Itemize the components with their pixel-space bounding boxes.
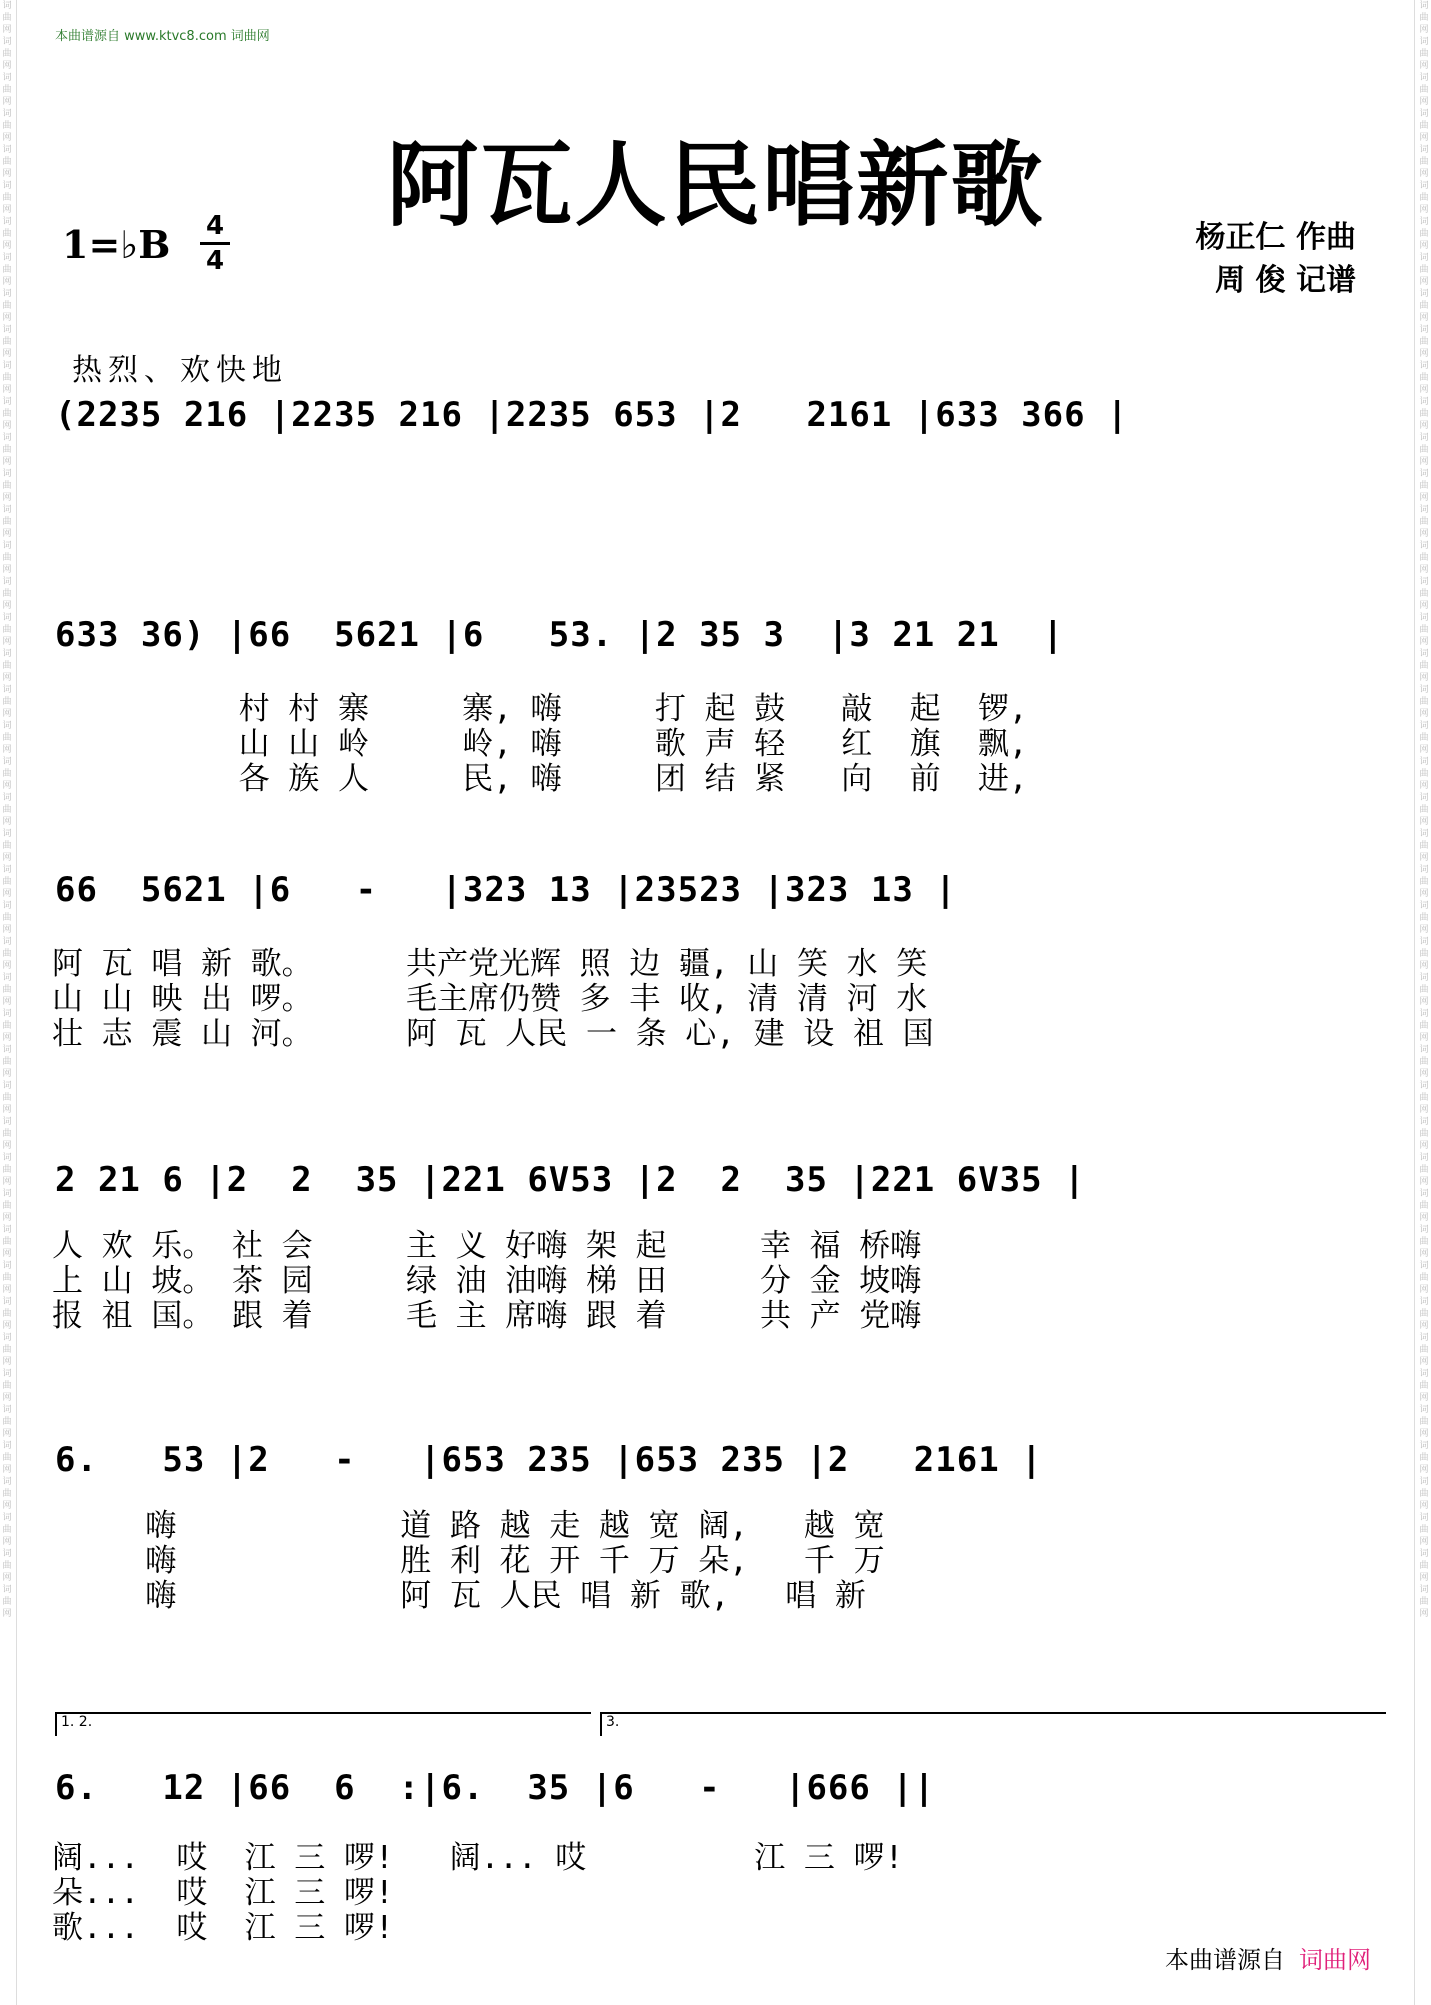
lyric-verse-3: 壮 志 震 山 河。 阿 瓦 人民 一 条 心, 建 设 祖 国 [52, 1016, 934, 1052]
lyric-verse-2: 嗨 胜 利 花 开 千 万 朵, 千 万 [52, 1543, 885, 1579]
key-signature: 1=♭B [62, 222, 171, 267]
notation-line: 6. 12 |66 6 :|6. 35 |6 - |666 || [55, 1768, 936, 1808]
source-line: 本曲谱源自 www.ktvc8.com 词曲网 [55, 29, 270, 44]
lyric-verse-1: 嗨 道 路 越 走 越 宽 阔, 越 宽 [52, 1508, 885, 1544]
lyric-verse-1: 阿 瓦 唱 新 歌。 共产党光辉 照 边 疆, 山 笑 水 笑 [52, 946, 928, 982]
time-signature-bottom: 4 [205, 246, 225, 276]
lyric-verse-2: 上 山 坡。 茶 园 绿 油 油嗨 梯 田 分 金 坡嗨 [52, 1263, 922, 1299]
notation-line: 2 21 6 |2 2 35 |221 6V53 |2 2 35 |221 6V35 | [55, 1160, 1086, 1200]
notation-line: (2235 216 |2235 216 |2235 653 |2 2161 |633 366 | [55, 395, 1129, 435]
time-signature-bar [200, 242, 230, 245]
time-signature-top: 4 [205, 211, 225, 241]
lyric-verse-3: 歌... 哎 江 三 啰! [52, 1910, 394, 1946]
notation-line: 633 36) |66 5621 |6 53. |2 35 3 |3 21 21 | [55, 615, 1065, 655]
lyric-verse-1: 村 村 寨 寨, 嗨 打 起 鼓 敲 起 锣, [52, 691, 1028, 727]
lyric-verse-2: 山 山 岭 岭, 嗨 歌 声 轻 红 旗 飘, [52, 726, 1028, 762]
time-signature [200, 212, 230, 275]
volta-bracket-1: 1. 2. [55, 1712, 591, 1736]
footer-source [1165, 1940, 1371, 1975]
transcriber-credit: 周 俊 记谱 [1215, 263, 1356, 298]
footer-source-text: 本曲谱源自 [1165, 1946, 1285, 1974]
composer-credit: 杨正仁 作曲 [1195, 220, 1356, 255]
side-watermark-right: 词曲网词曲网词曲网词曲网词曲网词曲网词曲网词曲网词曲网词曲网词曲网词曲网词曲网词曲网词曲网词曲网词曲网词曲网词曲网词曲网词曲网词曲网词曲网词曲网词曲网词曲网词曲网词曲网词曲网词曲网词曲网词曲网词曲网词曲网词曲网词曲网词曲网词曲网词曲网词曲网词曲网词曲网词曲网词曲网词曲网 [1419, 1, 1429, 1619]
volta-bracket-2: 3. [600, 1712, 1386, 1736]
lyric-verse-1: 阔... 哎 江 三 啰! 阔... 哎 江 三 啰! [52, 1840, 904, 1876]
notation-line: 66 5621 |6 - |323 13 |23523 |323 13 | [55, 870, 957, 910]
notation-line: 6. 53 |2 - |653 235 |653 235 |2 2161 | [55, 1440, 1043, 1480]
lyric-verse-3: 嗨 阿 瓦 人民 唱 新 歌, 唱 新 [52, 1578, 866, 1614]
lyric-verse-3: 各 族 人 民, 嗨 团 结 紧 向 前 进, [52, 761, 1028, 797]
lyric-verse-2: 山 山 映 出 啰。 毛主席仍赞 多 丰 收, 清 清 河 水 [52, 981, 928, 1017]
right-margin-rule [1414, 0, 1415, 2005]
lyric-verse-1: 人 欢 乐。 社 会 主 义 好嗨 架 起 幸 福 桥嗨 [52, 1228, 922, 1264]
song-title: 阿瓦人民唱新歌 [386, 132, 1045, 239]
lyric-verse-3: 报 祖 国。 跟 着 毛 主 席嗨 跟 着 共 产 党嗨 [52, 1298, 922, 1334]
tempo-marking: 热烈、欢快地 [72, 353, 288, 388]
left-margin-rule [16, 0, 17, 2005]
side-watermark-left: 词曲网词曲网词曲网词曲网词曲网词曲网词曲网词曲网词曲网词曲网词曲网词曲网词曲网词曲网词曲网词曲网词曲网词曲网词曲网词曲网词曲网词曲网词曲网词曲网词曲网词曲网词曲网词曲网词曲网词曲网词曲网词曲网词曲网词曲网词曲网词曲网词曲网词曲网词曲网词曲网词曲网词曲网词曲网词曲网词曲网 [2, 1, 12, 1619]
lyric-verse-2: 朵... 哎 江 三 啰! [52, 1875, 394, 1911]
footer-brand-link[interactable]: 词曲网 [1299, 1946, 1371, 1974]
